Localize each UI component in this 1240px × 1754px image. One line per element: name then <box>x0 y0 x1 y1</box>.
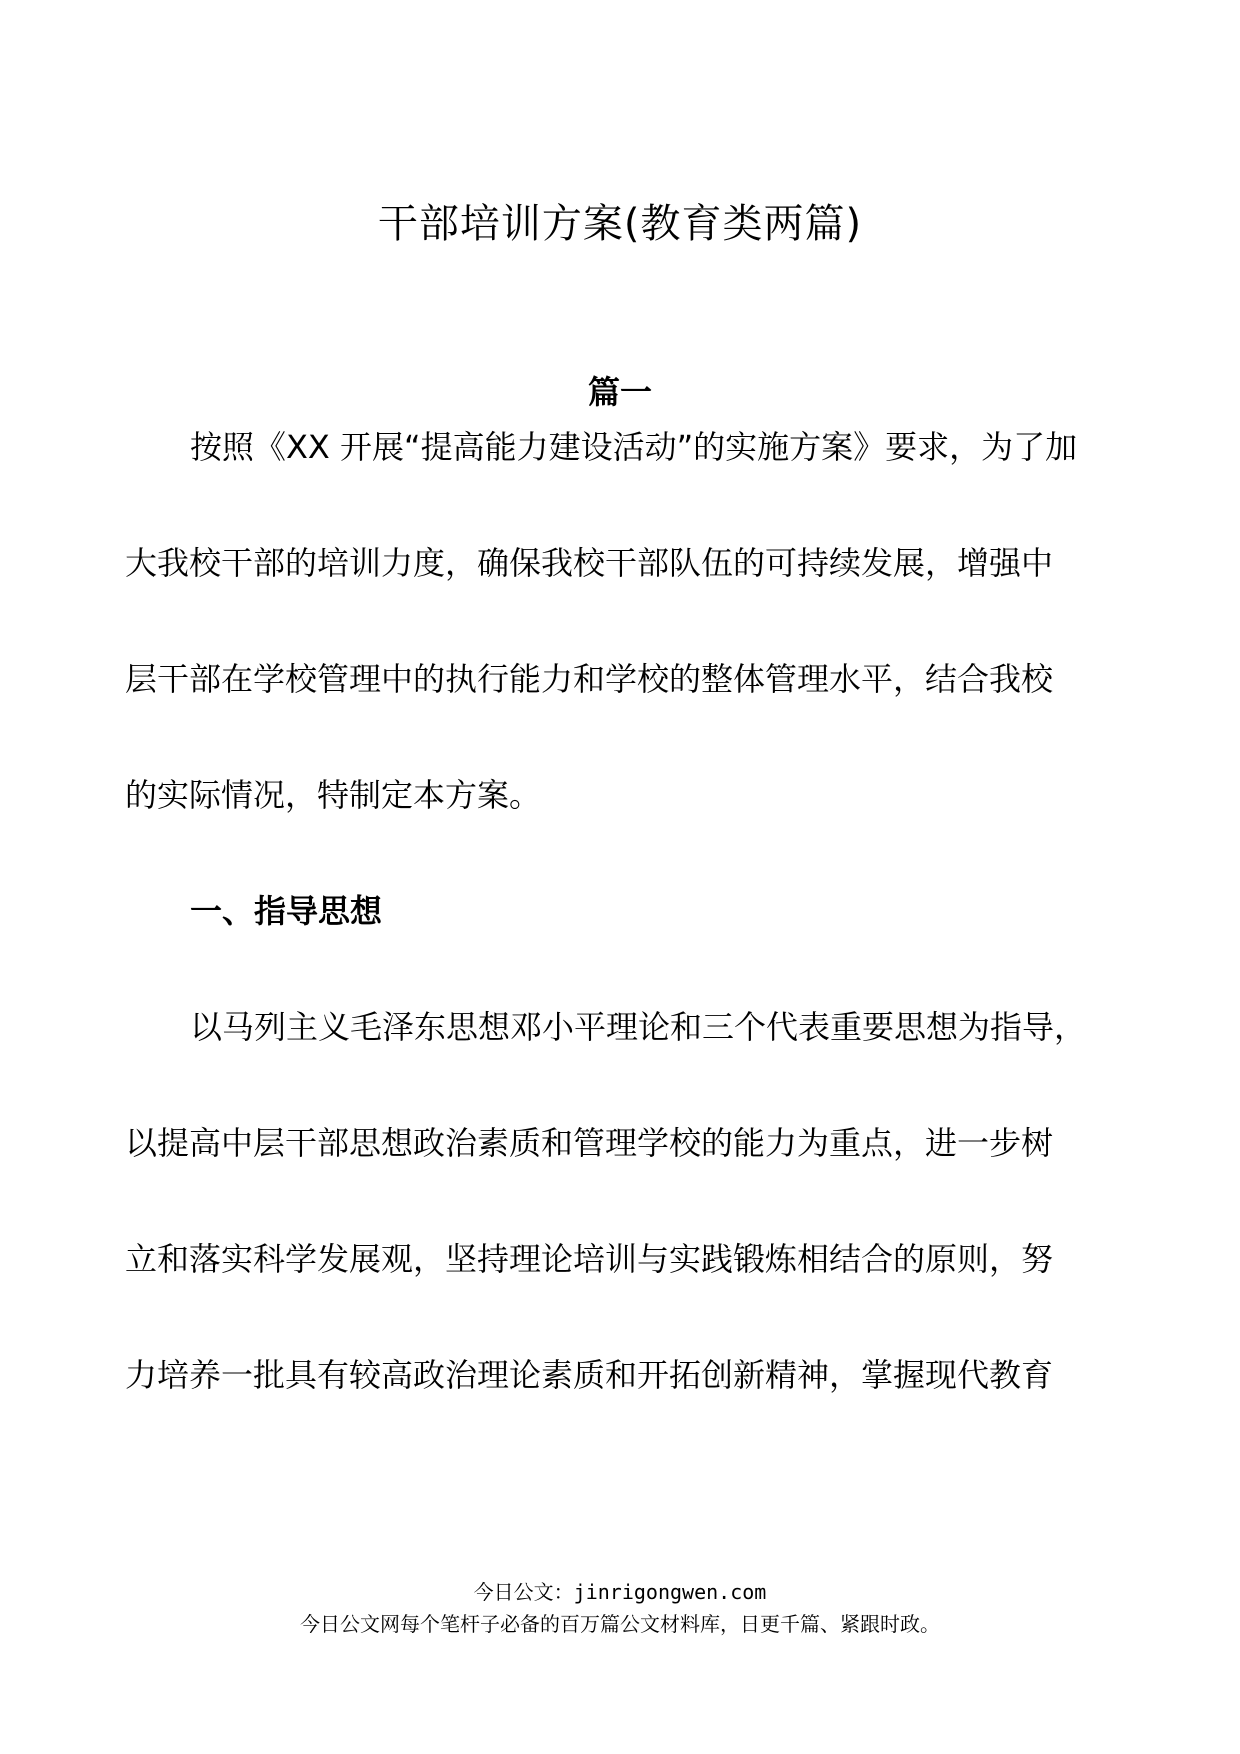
guiding-line-3: 立和落实科学发展观，坚持理论培训与实践锻炼相结合的原则，努 <box>125 1240 1054 1278</box>
guiding-line-4: 力培养一批具有较高政治理论素质和开拓创新精神，掌握现代教育 <box>125 1356 1054 1394</box>
section-label: 篇一 <box>587 373 652 411</box>
document-title: 干部培训方案(教育类两篇) <box>377 201 863 247</box>
footer-site-label: 今日公文： <box>473 1580 574 1604</box>
intro-line-2: 大我校干部的培训力度，确保我校干部队伍的可持续发展，增强中 <box>125 544 1054 582</box>
footer-site <box>0 1578 1240 1606</box>
section-heading-guiding: 一、指导思想 <box>190 892 383 930</box>
guiding-line-1: 以马列主义毛泽东思想邓小平理论和三个代表重要思想为指导， <box>190 1008 1087 1046</box>
intro-line-4: 的实际情况，特制定本方案。 <box>125 776 542 814</box>
footer-slogan: 今日公文网每个笔杆子必备的百万篇公文材料库，日更千篇、紧跟时政。 <box>300 1612 940 1636</box>
intro-line-1: 按照《XX 开展“提高能力建设活动”的实施方案》要求，为了加 <box>190 428 1078 466</box>
footer-site-link[interactable]: jinrigongwen.com <box>573 1580 767 1604</box>
guiding-line-2: 以提高中层干部思想政治素质和管理学校的能力为重点，进一步树 <box>125 1124 1054 1162</box>
intro-line-3: 层干部在学校管理中的执行能力和学校的整体管理水平，结合我校 <box>125 660 1054 698</box>
